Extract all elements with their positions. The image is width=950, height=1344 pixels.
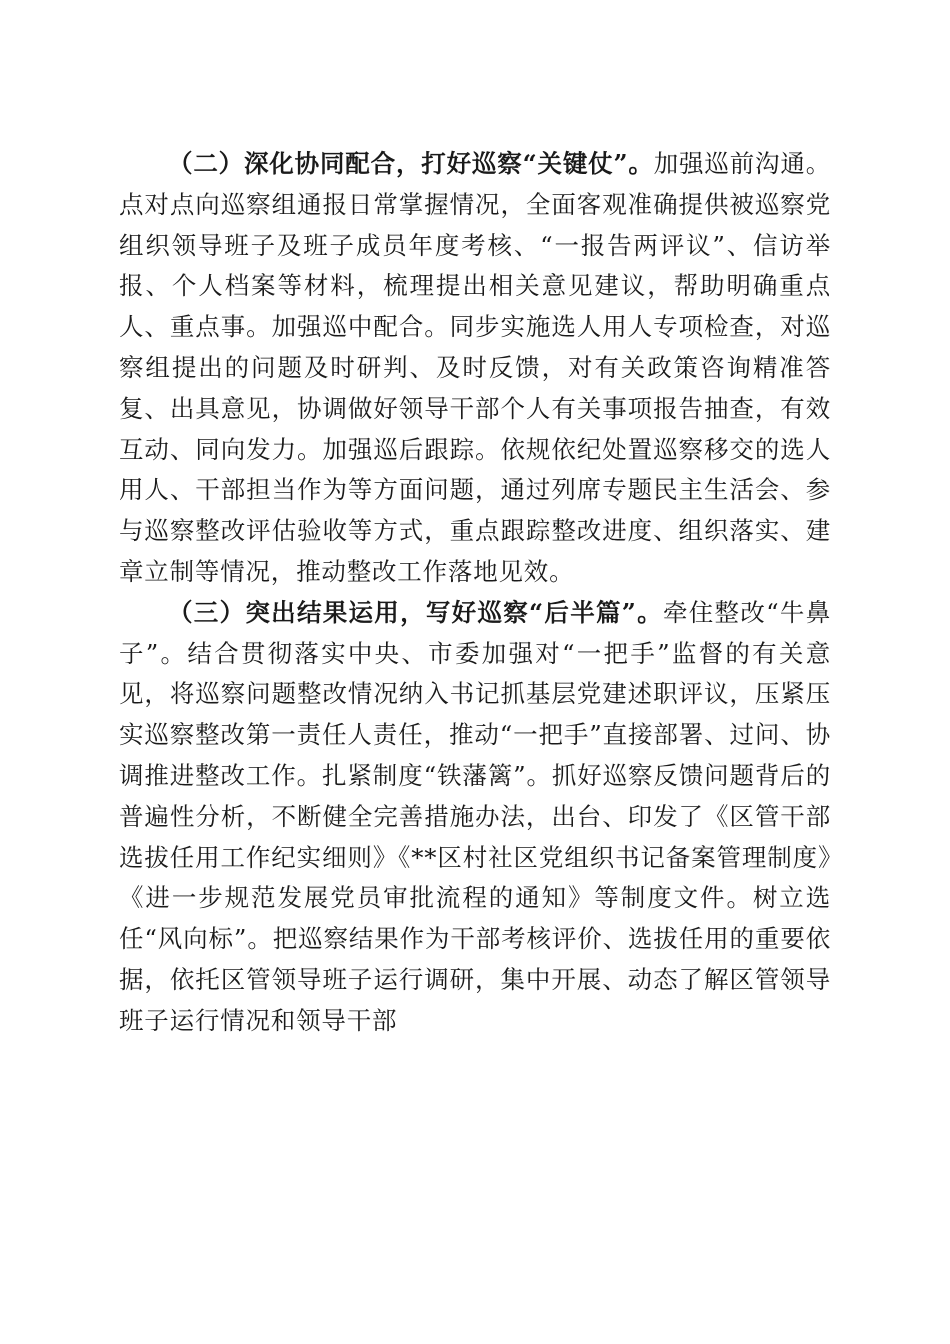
paragraph-section-2 <box>119 144 831 593</box>
document-body <box>119 144 831 1042</box>
section-2-heading: （二）深化协同配合，打好巡察“关键仗”。 <box>168 149 654 178</box>
section-3-body: 牵住整改“牛鼻子”。结合贯彻落实中央、市委加强对“一把手”监督的有关意见，将巡察问题整改情况纳入书记抓基层党建述职评议，压紧压实巡察整改第一责任人责任，推动“一把手”直接部署、过问、协调推进整改工作。扎紧制度“铁藩篱”。抓好巡察反馈问题背后的普遍性分析，不断健全完善措施办法，出台、印发了《区管干部选拔任用工作纪实细则》《**区村社区党组织书记备案管理制度》《进一步规范发展党员审批流程的通知》等制度文件。树立选任“风向标”。把巡察结果作为干部考核评价、选拔任用的重要依据，依托区管领导班子运行调研，集中开展、动态了解区管领导班子运行情况和领导干部 <box>119 597 832 1035</box>
section-2-body: 加强巡前沟通。点对点向巡察组通报日常掌握情况，全面客观准确提供被巡察党组织领导班子及班子成员年度考核、“一报告两评议”、信访举报、个人档案等材料，梳理提出相关意见建议，帮助明确重点人、重点事。加强巡中配合。同步实施选人用人专项检查，对巡察组提出的问题及时研判、及时反馈，对有关政策咨询精准答复、出具意见，协调做好领导干部个人有关事项报告抽查，有效互动、同向发力。加强巡后跟踪。依规依纪处置巡察移交的选人用人、干部担当作为等方面问题，通过列席专题民主生活会、参与巡察整改评估验收等方式，重点跟踪整改进度、组织落实、建章立制等情况，推动整改工作落地见效。 <box>119 149 831 586</box>
section-3-heading: （三）突出结果运用，写好巡察“后半篇”。 <box>168 597 663 627</box>
paragraph-section-3 <box>119 593 831 1042</box>
